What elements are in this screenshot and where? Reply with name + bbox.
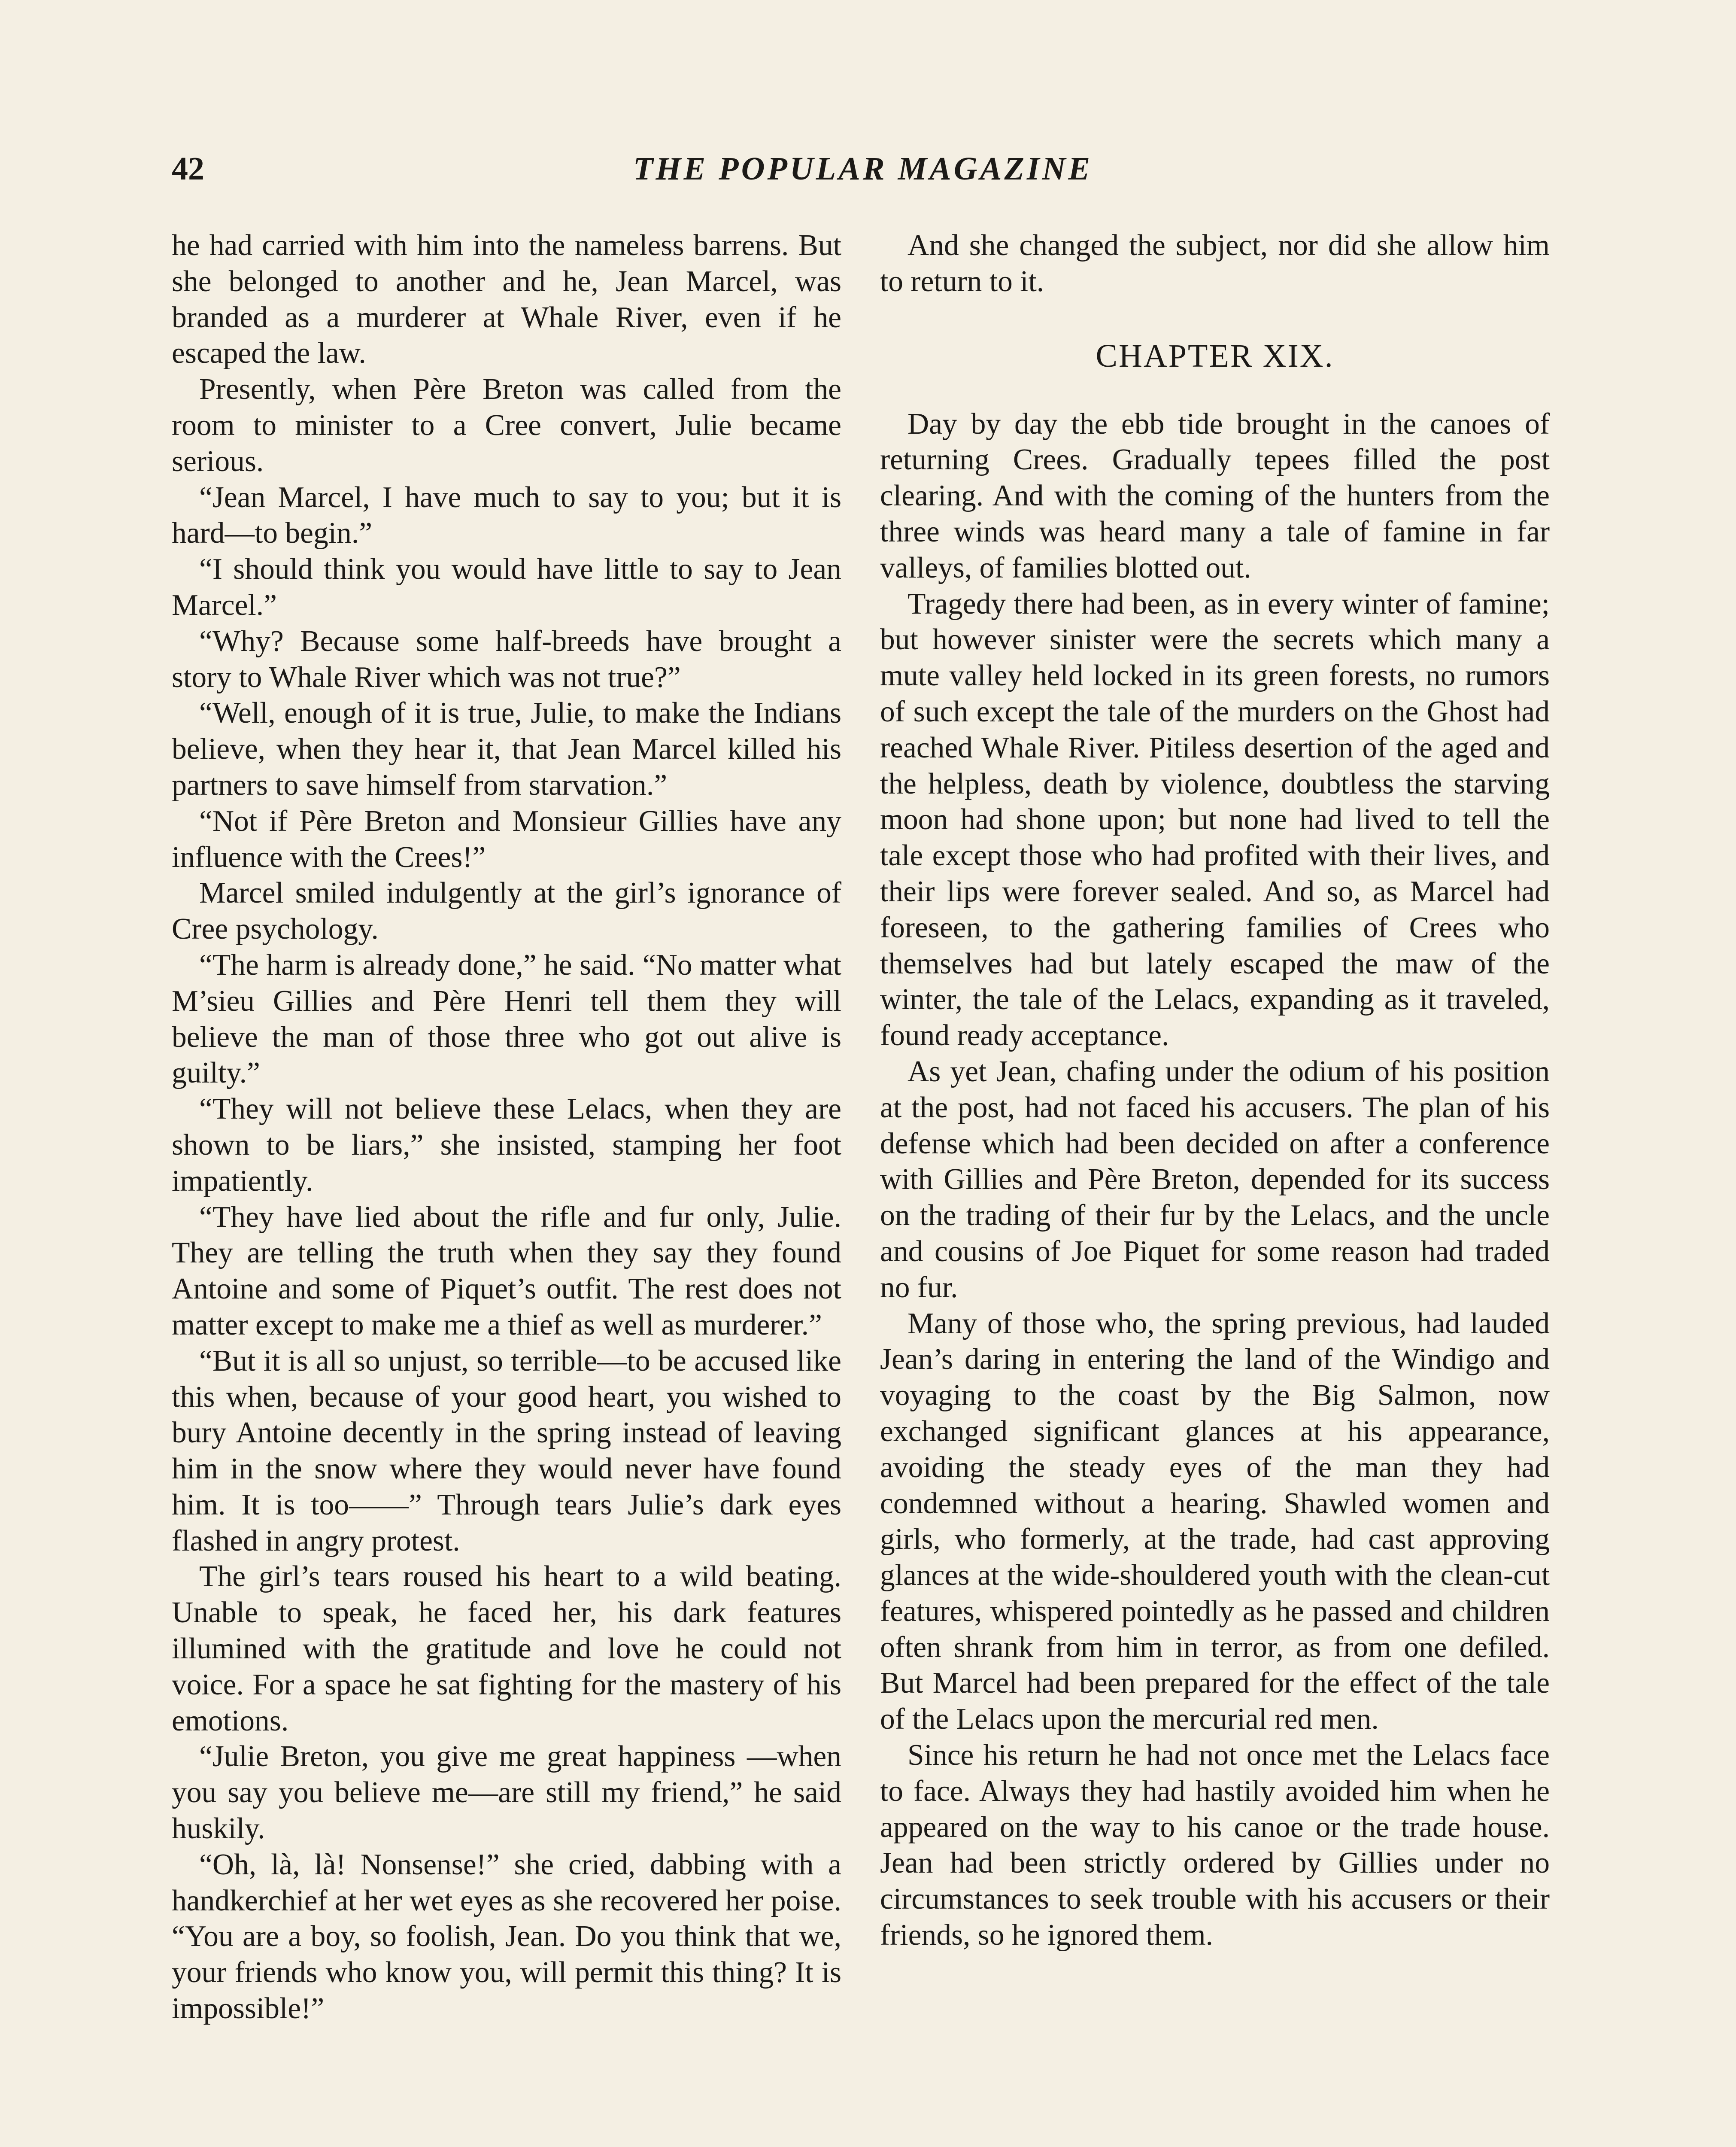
- paragraph: he had carried with him into the nameless barrens. But she belonged to another and he, Jean Marcel, was branded as a murderer at Whale River, even if he escaped the law.: [172, 229, 841, 370]
- paragraph: “Oh, là, là! Nonsense!” she cried, dabbing with a handkerchief at her wet eyes as she recovered her poise. “You are a boy, so foolish, Jean. Do you think that we, your friends who know you, will permit this thing? It is impossible!”: [172, 1848, 841, 2025]
- paragraph: Since his return he had not once met the Lelacs face to face. Always they had hastily avoided him when he appeared on the way to his canoe or the trade house. Jean had been strictly ordered by Gillies under no circumstances to seek trouble with his accusers or their friends, so he ignored them.: [880, 1739, 1550, 1952]
- paragraph: Day by day the ebb tide brought in the canoes of returning Crees. Gradually tepees filled the post clearing. And with the coming of the hunters from the three winds was heard many a tale of famine in far valleys, of families blotted out.: [880, 407, 1550, 584]
- paragraph: “Well, enough of it is true, Julie, to make the Indians believe, when they hear it, that Jean Marcel killed his partners to save himself from starvation.”: [172, 696, 841, 802]
- paragraph: “The harm is already done,” he said. “No matter what M’sieu Gillies and Père Henri tell them they will believe the man of those three who got out alive is guilty.”: [172, 948, 841, 1090]
- paragraph: “They will not believe these Lelacs, when they are shown to be liars,” she insisted, stamping her foot impatiently.: [172, 1092, 841, 1198]
- paragraph: “Julie Breton, you give me great happiness —when you say you believe me—are still my friend,” he said huskily.: [172, 1740, 841, 1846]
- paragraph: Tragedy there had been, as in every winter of famine; but however sinister were the secrets which many a mute valley held locked in its green forests, no rumors of such except the tale of the murders on the Ghost had reached Whale River. Pitiless desertion of the aged and the helpless, death by violence, doubtless the starving moon had shone upon; but none had lived to tell the tale except those who had profited with their lives, and their lips were forever sealed. And so, as Marcel had foreseen, to the gathering families of Crees who themselves had but lately escaped the maw of the winter, the tale of the Lelacs, expanding as it traveled, found ready acceptance.: [880, 587, 1550, 1052]
- paragraph: As yet Jean, chafing under the odium of his position at the post, had not faced his accusers. The plan of his defense which had been decided on after a conference with Gillies and Père Breton, depended for its success on the trading of their fur by the Lelacs, and the uncle and cousins of Joe Piquet for some reason had traded no fur.: [880, 1055, 1550, 1304]
- page-number: 42: [172, 151, 204, 187]
- paragraph: Marcel smiled indulgently at the girl’s ignorance of Cree psychology.: [172, 876, 841, 946]
- paragraph: And she changed the subject, nor did she allow him to return to it.: [880, 229, 1550, 298]
- paragraph: The girl’s tears roused his heart to a wild beating. Unable to speak, he faced her, his dark features illumined with the gratitude and love he could not voice. For a space he sat fighting for the mastery of his emotions.: [172, 1560, 841, 1737]
- left-column: [172, 228, 841, 2027]
- paragraph: Many of those who, the spring previous, had lauded Jean’s daring in entering the land of the Windigo and voyaging to the coast by the Big Salmon, now exchanged significant glances at his appearance, avoiding the steady eyes of the man they had condemned without a hearing. Shawled women and girls, who formerly, at the trade, had cast approving glances at the wide-shouldered youth with the clean-cut features, whispered pointedly as he passed and children often shrank from him in terror, as from one defiled. But Marcel had been prepared for the effect of the tale of the Lelacs upon the mercurial red men.: [880, 1307, 1550, 1736]
- right-column: [880, 228, 1550, 1953]
- paragraph: “But it is all so unjust, so terrible—to be accused like this when, because of your good heart, you wished to bury Antoine decently in the spring instead of leaving him in the snow where they would never have found him. It is too——” Through tears Julie’s dark eyes flashed in angry protest.: [172, 1344, 841, 1557]
- paragraph: “Jean Marcel, I have much to say to you; but it is hard—to begin.”: [172, 480, 841, 550]
- paragraph: “They have lied about the rifle and fur only, Julie. They are telling the truth when they say they found Antoine and some of Piquet’s outfit. The rest does not matter except to make me a thief as well as murderer.”: [172, 1200, 841, 1341]
- magazine-title: THE POPULAR MAGAZINE: [633, 151, 1093, 187]
- paragraph: “Not if Père Breton and Monsieur Gillies have any influence with the Crees!”: [172, 804, 841, 874]
- paragraph: “I should think you would have little to say to Jean Marcel.”: [172, 553, 841, 622]
- running-head: [172, 150, 1554, 198]
- chapter-heading: CHAPTER XIX.: [1096, 338, 1334, 374]
- paragraph: “Why? Because some half-breeds have brought a story to Whale River which was not true?”: [172, 624, 841, 694]
- paragraph: Presently, when Père Breton was called from the room to minister to a Cree convert, Julie became serious.: [172, 373, 841, 478]
